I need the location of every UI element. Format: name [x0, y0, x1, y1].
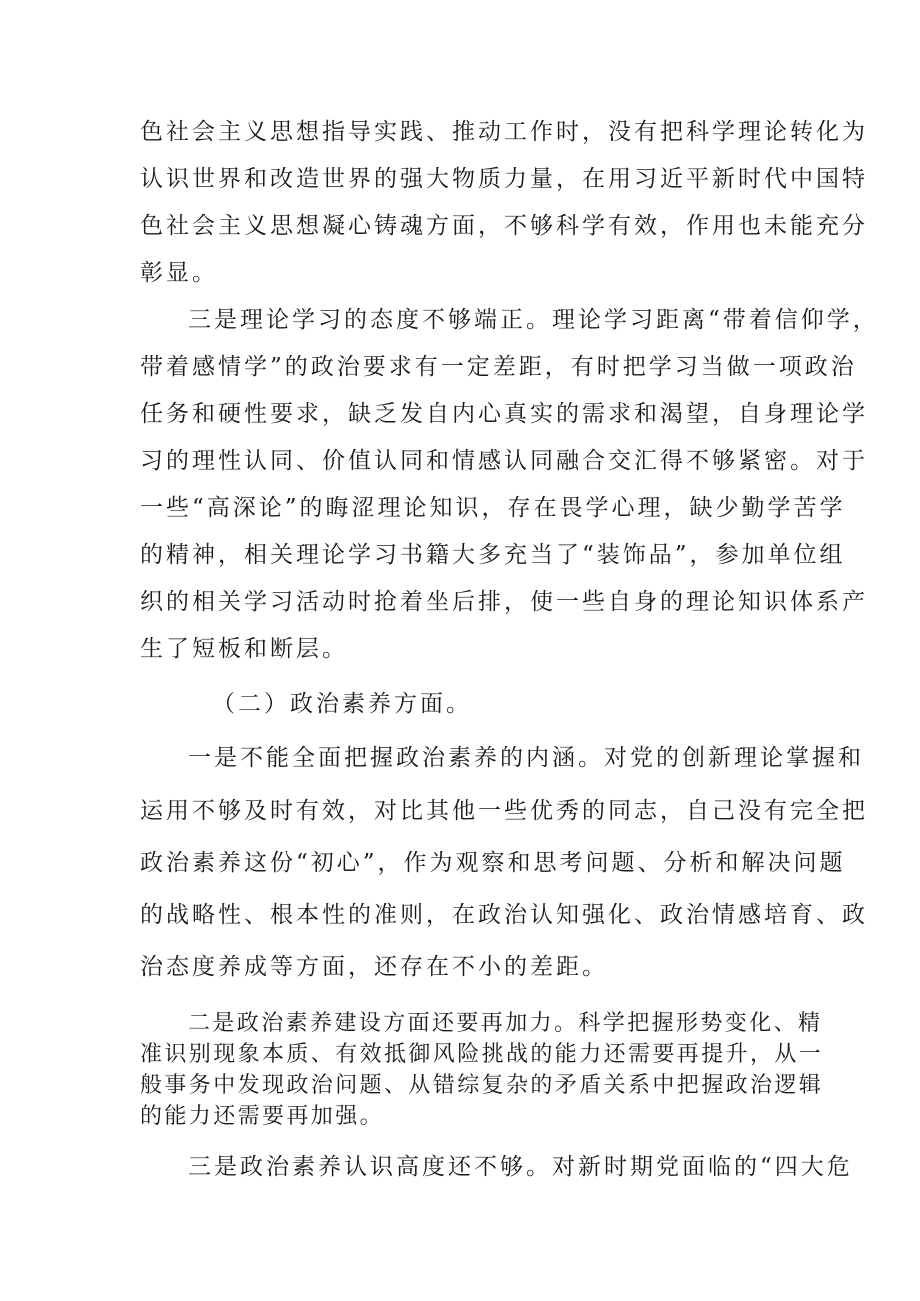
text-line: 般事务中发现政治问题、从错综复杂的矛盾关系中把握政治逻辑 [140, 1073, 824, 1098]
text-line: 认识世界和改造世界的强大物质力量，在用习近平新时代中国特 [140, 166, 868, 192]
text-line: 运用不够及时有效，对比其他一些优秀的同志，自己没有完全把 [140, 798, 868, 824]
text-line: 的战略性、根本性的准则，在政治认知强化、政治情感培育、政 [140, 902, 868, 928]
text-line: 政治素养这份“初心”，作为观察和思考问题、分析和解决问题 [140, 850, 846, 876]
paragraph-first-line: 三是政治素养认识高度还不够。对新时期党面临的“四大危 [188, 1154, 853, 1180]
text-line: 彰显。 [140, 260, 218, 286]
text-line: 一些“高深论”的晦涩理论知识，存在畏学心理，缺少勤学苦学 [140, 495, 846, 521]
paragraph-first-line: 一是不能全面把握政治素养的内涵。对党的创新理论掌握和 [188, 745, 864, 771]
section-heading: （二）政治素养方面。 [212, 691, 472, 717]
text-line: 生了短板和断层。 [140, 636, 348, 662]
text-line: 的能力还需要再加强。 [140, 1104, 385, 1129]
text-line: 织的相关学习活动时抢着坐后排，使一些自身的理论知识体系产 [140, 589, 868, 615]
text-line: 带着感情学”的政治要求有一定差距，有时把学习当做一项政治 [140, 354, 857, 380]
text-line: 色社会主义思想凝心铸魂方面，不够科学有效，作用也未能充分 [140, 213, 868, 239]
paragraph-first-line: 二是政治素养建设方面还要再加力。科学把握形势变化、精 [188, 1011, 823, 1036]
text-line: 的精神，相关理论学习书籍大多充当了“装饰品”，参加单位组 [140, 542, 846, 568]
text-line: 任务和硬性要求，缺乏发自内心真实的需求和渴望，自身理论学 [140, 401, 868, 427]
text-line: 治态度养成等方面，还存在不小的差距。 [140, 954, 608, 980]
paragraph-first-line: 三是理论学习的态度不够端正。理论学习距离“带着信仰学， [188, 307, 879, 333]
text-line: 习的理性认同、价值认同和情感认同融合交汇得不够紧密。对于 [140, 448, 868, 474]
text-line: 色社会主义思想指导实践、推动工作时，没有把科学理论转化为 [140, 119, 868, 145]
text-line: 准识别现象本质、有效抵御风险挑战的能力还需要再提升，从一 [140, 1042, 824, 1067]
